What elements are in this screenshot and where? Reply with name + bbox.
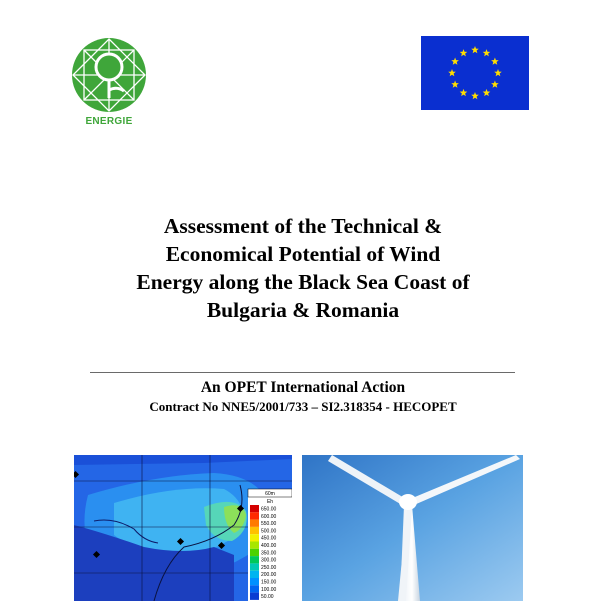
legend-swatch [250,534,259,541]
legend-value: 300.00 [261,557,277,564]
eu-star-icon [483,49,491,56]
energie-logo-text: ENERGIE [85,116,133,127]
eu-star-icon [451,58,459,65]
legend-value: 650.00 [261,506,277,513]
horizontal-rule [90,372,515,373]
title-line: Assessment of the Technical & [163,214,443,238]
eu-star-icon [460,89,468,96]
legend-value: 600.00 [261,513,277,520]
legend-value: 450.00 [261,535,277,542]
legend-value: 400.00 [261,543,277,549]
title-line: Economical Potential of Wind [165,242,441,266]
legend-title: 60m [265,491,275,497]
legend-value: 100.00 [261,586,277,593]
eu-flag [421,36,529,110]
legend-swatch [250,549,259,556]
legend-swatch [250,527,259,534]
legend-value: 500.00 [261,528,277,535]
wind-turbine-photo [302,455,523,601]
eu-stars-icon [421,36,529,110]
energie-emblem-icon [70,34,148,120]
eu-star-icon [471,92,479,99]
title-line: Energy along the Black Sea Coast of [136,270,470,294]
legend-swatch [250,563,259,570]
legend-swatch [250,585,259,592]
eu-star-icon [491,81,499,88]
wind-map-image [74,455,292,601]
eu-star-icon [494,69,502,76]
legend-value: 200.00 [261,572,277,579]
legend-swatch [250,505,259,512]
legend-value: 550.00 [261,521,277,528]
eu-star-icon [451,81,459,88]
legend-value: 350.00 [261,550,277,557]
subtitle: An OPET International Action [200,379,406,396]
legend-swatch [250,556,259,563]
eu-star-icon [471,46,479,53]
legend-swatch [250,571,259,578]
legend-value: 150.00 [261,579,277,586]
eu-star-icon [491,58,499,65]
legend-swatch [250,593,259,600]
eu-star-icon [460,49,468,56]
legend-unit: Eh [266,499,274,505]
legend-swatch [250,542,259,549]
legend-value: 250.00 [261,564,277,571]
eu-star-icon [448,69,456,76]
document-title [60,212,546,324]
legend-swatch [250,520,259,527]
legend-value: 50.00 [261,594,274,601]
legend-swatch [250,578,259,585]
legend-swatch [250,512,259,519]
contract-number: Contract No NNE5/2001/733 – SI2.318354 - HECOPET [149,399,457,414]
eu-star-icon [483,89,491,96]
title-line: Bulgaria & Romania [206,298,400,322]
